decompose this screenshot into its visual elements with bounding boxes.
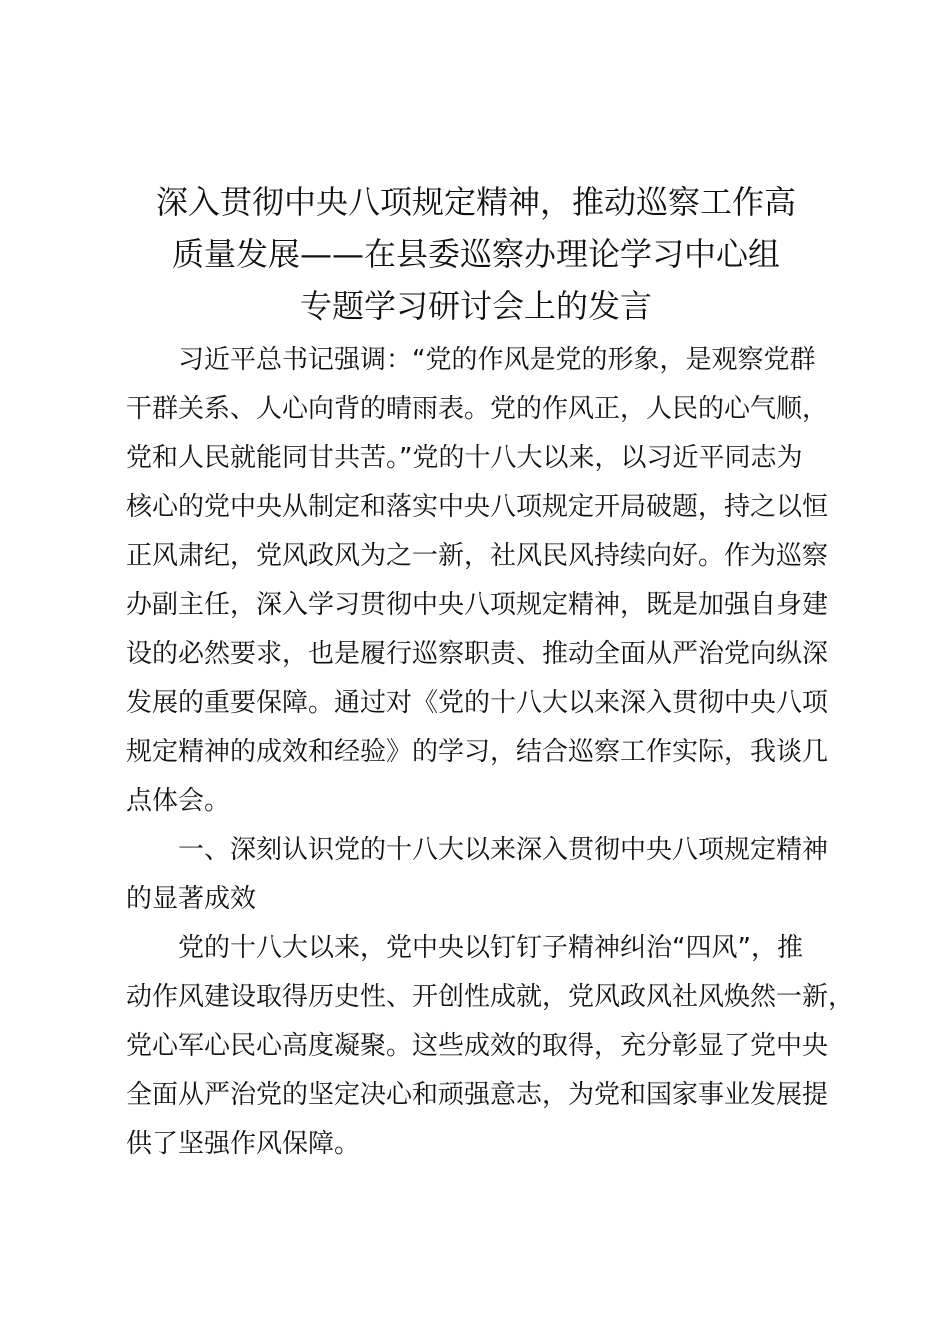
title-line: 深入贯彻中央八项规定精神，推动巡察工作高 bbox=[155, 183, 796, 221]
heading-line: 的显著成效 bbox=[126, 884, 257, 914]
document-body bbox=[126, 336, 855, 1169]
text-line: 习近平总书记强调：“党的作风是党的形象，是观察党群 bbox=[178, 345, 816, 375]
text-line: 正风肃纪，党风政风为之一新，社风民风持续向好。作为巡察 bbox=[126, 541, 829, 571]
title-line: 质量发展——在县委巡察办理论学习中心组 bbox=[171, 235, 780, 273]
section-heading-1 bbox=[126, 826, 838, 924]
text-line: 核心的党中央从制定和落实中央八项规定开局破题，持之以恒 bbox=[126, 492, 829, 522]
text-line: 党心军心民心高度凝聚。这些成效的取得，充分彰显了党中央 bbox=[126, 1031, 829, 1061]
text-line: 党和人民就能同甘共苦。”党的十八大以来，以习近平同志为 bbox=[126, 443, 803, 473]
text-line: 规定精神的成效和经验》的学习，结合巡察工作实际，我谈几 bbox=[126, 737, 829, 767]
text-line: 党的十八大以来，党中央以钉钉子精神纠治“四风”，推 bbox=[178, 933, 803, 963]
text-line: 干群关系、人心向背的晴雨表。党的作风正，人民的心气顺， bbox=[126, 394, 829, 424]
text-line: 全面从严治党的坚定决心和顽强意志，为党和国家事业发展提 bbox=[126, 1080, 829, 1110]
document-title bbox=[118, 176, 834, 332]
text-line: 发展的重要保障。通过对《党的十八大以来深入贯彻中央八项 bbox=[126, 688, 829, 718]
text-line: 办副主任，深入学习贯彻中央八项规定精神，既是加强自身建 bbox=[126, 590, 829, 620]
paragraph-intro bbox=[126, 336, 838, 826]
paragraph-section-1 bbox=[126, 924, 855, 1169]
text-line: 动作风建设取得历史性、开创性成就，党风政风社风焕然一新， bbox=[126, 982, 855, 1012]
text-line: 设的必然要求，也是履行巡察职责、推动全面从严治党向纵深 bbox=[126, 639, 829, 669]
title-line: 专题学习研讨会上的发言 bbox=[299, 287, 652, 325]
text-line: 点体会。 bbox=[126, 786, 231, 816]
heading-line: 一、深刻认识党的十八大以来深入贯彻中央八项规定精神 bbox=[178, 835, 829, 865]
text-line: 供了坚强作风保障。 bbox=[126, 1129, 361, 1159]
